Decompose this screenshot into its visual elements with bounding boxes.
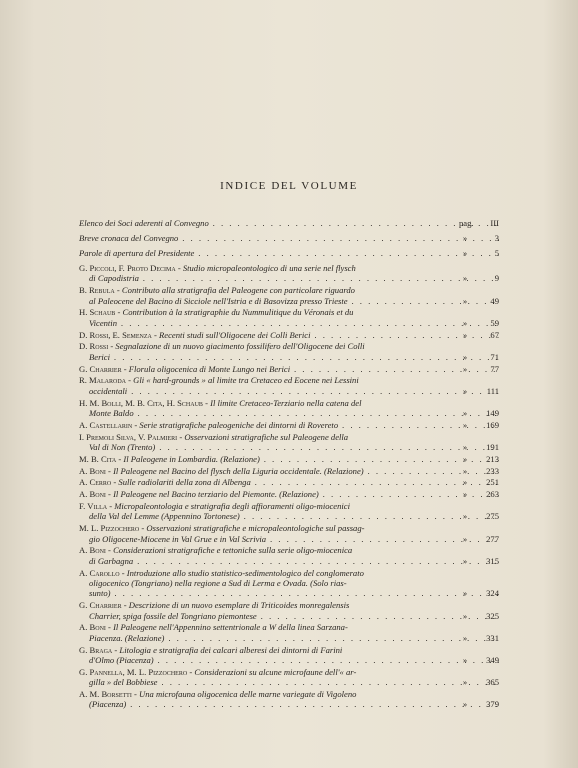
page-marker: »: [462, 677, 468, 688]
page-marker: »: [462, 588, 468, 599]
page-marker: »: [462, 699, 468, 710]
page-marker: »: [462, 477, 468, 488]
entry-title: - Florula oligocenica di Monte Lungo nei Berici . . .: [122, 364, 499, 374]
toc-entry: [79, 341, 499, 362]
index-title: INDICE DEL VOLUME: [220, 180, 358, 192]
entry-authors: A. Boni: [79, 545, 106, 556]
page-number: 315: [486, 555, 499, 566]
page-marker: »: [462, 317, 468, 328]
entry-title: gio Oligocene-Miocene in Val Grue e in Val Scrivia . . .: [89, 534, 499, 544]
page-number: 277: [486, 533, 499, 544]
page-marker: »: [462, 419, 468, 430]
entry-title: sunto) . . .: [89, 588, 499, 598]
table-of-contents: [79, 218, 499, 711]
toc-entry: [79, 454, 499, 464]
page-number: 325: [486, 610, 499, 621]
entry-authors: D. Rossi, E. Semenza: [79, 329, 152, 340]
entry-authors: H. Schaub: [79, 307, 116, 318]
entry-title: - Il Paleogene nell'Appennino settentrionale a W della linea Sarzana-: [105, 622, 348, 633]
toc-entry: [79, 667, 499, 688]
entry-title: di Capodistria . . .: [89, 273, 499, 283]
page-marker: »: [462, 655, 468, 666]
toc-entry: [79, 285, 499, 306]
page-marker: »: [462, 511, 468, 522]
page-number: III: [490, 218, 499, 228]
entry-authors: A. Carollo: [79, 567, 120, 578]
entry-title: - Il limite Cretaceo-Terziario nella catena del: [202, 397, 362, 408]
entry-title: - Recenti studi sull'Oligocene dei Colli Berici . . .: [152, 330, 499, 340]
entry-authors: G. Braga: [79, 644, 113, 655]
page-marker: »: [462, 329, 468, 340]
toc-entry: [79, 501, 499, 522]
entry-title: Val di Non (Trento) . . .: [89, 442, 499, 452]
entry-authors: R. Malaroda: [79, 375, 127, 386]
entry-title: - Introduzione allo studio statistico-sedimentologico del conglomerato: [119, 567, 364, 578]
toc-entry: [79, 477, 499, 487]
page-marker: »: [462, 363, 468, 374]
page-marker: »: [462, 385, 468, 396]
page-number: 379: [486, 699, 499, 710]
toc-entry: [79, 307, 499, 328]
entry-authors: A. M. Borsetti: [79, 689, 132, 700]
page-marker: »: [462, 248, 468, 258]
page-number: 233: [486, 465, 499, 476]
page-number: 365: [486, 677, 499, 688]
toc-entry: [79, 545, 499, 566]
entry-title: Parole di apertura del Presidente . . .: [79, 248, 499, 258]
entry-authors: F. Villa: [79, 501, 108, 511]
entry-authors: A. Boni: [79, 489, 106, 500]
page-number: 169: [486, 419, 499, 430]
entry-title: - Serie stratigrafiche paleogeniche dei dintorni di Rovereto . . .: [132, 420, 499, 430]
entry-authors: A. Boni: [79, 622, 106, 633]
page-marker: »: [462, 453, 468, 464]
toc-entry: [79, 689, 499, 710]
toc-entry: [79, 420, 499, 430]
page-number: 67: [490, 329, 499, 340]
entry-title: oligocenico (Tongriano) nella regione a Sud di Lerma e Ovada. (Solo rias-: [89, 578, 347, 589]
entry-authors: A. Boni: [79, 465, 106, 476]
page-number: 77: [490, 363, 499, 374]
toc-entry: [79, 218, 499, 228]
entry-title: - Osservazioni stratigrafiche e micropaleontologiche sul passag-: [139, 523, 365, 534]
entry-title: Breve cronaca del Convegno . . .: [79, 233, 499, 243]
entry-title: - Osservazioni stratigrafiche sul Paleogene della: [177, 431, 349, 442]
entry-title: - Contribution à la stratigraphie du Nummulitique du Véronais et du: [115, 307, 354, 318]
page-marker: »: [462, 442, 468, 453]
entry-authors: D. Rossi: [79, 341, 109, 352]
entry-authors: A. Castellarin: [79, 419, 133, 430]
entry-title: gilla » del Bobbiese . . .: [89, 677, 499, 687]
page-number: 213: [486, 453, 499, 464]
toc-entry: [79, 398, 499, 419]
entry-title: - Descrizione di un nuovo esemplare di Triticoides monregalensis: [121, 600, 350, 611]
entry-title: Berici . . .: [89, 352, 499, 362]
toc-entry: [79, 330, 499, 340]
page-number: 149: [486, 408, 499, 419]
page-marker: »: [462, 533, 468, 544]
entry-title: d'Olmo (Piacenza) . . .: [89, 655, 499, 665]
page-number: 263: [486, 489, 499, 500]
entry-authors: G. Charrier: [79, 600, 122, 611]
page-number: 111: [486, 385, 499, 396]
entry-authors: G. Pannella, M. L. Pizzochero: [79, 666, 188, 677]
toc-entry: [79, 645, 499, 666]
entry-authors: B. Rebula: [79, 285, 115, 296]
entry-title: - Il Paleogene nel Bacino terziario del Piemonte. (Relazione) . . .: [106, 489, 499, 499]
entry-title: - Gli « hard-grounds » al limite tra Cretaceo ed Eocene nei Lessini: [126, 375, 359, 386]
page-number: 59: [490, 317, 499, 328]
entry-authors: M. B. Cita: [79, 453, 117, 464]
toc-entry: [79, 364, 499, 374]
page-marker: »: [462, 273, 468, 284]
page-number: 349: [486, 655, 499, 666]
page-marker: pag.: [459, 218, 474, 228]
toc-entry: [79, 375, 499, 396]
entry-title: - Il Paleogene in Lombardia. (Relazione) . . .: [116, 454, 499, 464]
entry-title: - Una microfauna oligocenica delle marne variegate di Vigoleno: [131, 689, 357, 700]
page-marker: »: [462, 351, 468, 362]
entry-title: - Micropaleontologia e stratigrafia degli affioramenti oligo-miocenici: [107, 501, 351, 511]
toc-entry: [79, 523, 499, 544]
entry-title: Piacenza. (Relazione) . . .: [89, 633, 499, 643]
toc-entry: [79, 248, 499, 258]
page-marker: »: [462, 610, 468, 621]
page-number: 191: [486, 442, 499, 453]
entry-title: di Garbagna . . .: [89, 556, 499, 566]
page-number: 324: [486, 588, 499, 599]
entry-title: - Considerazioni stratigrafiche e tettoniche sulla serie oligo-miocenica: [105, 545, 353, 556]
entry-title: - Considerazioni su alcune microfaune dell'« ar-: [187, 666, 357, 677]
page-number: 9: [494, 273, 499, 284]
page-number: 3: [494, 233, 499, 243]
toc-entry: [79, 432, 499, 453]
entry-authors: A. Cerro: [79, 477, 112, 488]
entry-title: - Contributo alla stratigrafia del Paleogene con particolare riguardo: [114, 285, 355, 296]
toc-entry: [79, 263, 499, 284]
page-number: 49: [490, 295, 499, 306]
entry-title: (Piacenza) . . .: [89, 699, 499, 709]
entry-title: Elenco dei Soci aderenti al Convegno . . .: [79, 218, 499, 228]
page-number: 71: [490, 351, 499, 362]
entry-authors: G. Charrier: [79, 363, 122, 374]
toc-entry: [79, 622, 499, 643]
page-number: 331: [486, 632, 499, 643]
entry-title: occidentali . . .: [89, 386, 499, 396]
entry-authors: G. Piccoli, F. Proto Decima: [79, 263, 176, 273]
entry-title: - Segnalazione di un nuovo giacimento fossilifero dell'Oligocene dei Colli: [108, 341, 365, 352]
entry-authors: H. M. Bolli, M. B. Cita, H. Schaub: [79, 397, 203, 408]
toc-entry: [79, 600, 499, 621]
page-number: 275: [486, 511, 499, 522]
toc-entry: [79, 568, 499, 599]
entry-title: Charrier, spiga fossile del Tongriano piemontese . . .: [89, 611, 499, 621]
page-marker: »: [462, 465, 468, 476]
page-number: 5: [494, 248, 499, 258]
page-marker: »: [462, 295, 468, 306]
page-number: 251: [486, 477, 499, 488]
page-marker: »: [462, 632, 468, 643]
entry-title: Vicentin . . .: [89, 318, 499, 328]
page-marker: »: [462, 555, 468, 566]
page-marker: »: [462, 233, 468, 243]
entry-authors: M. L. Pizzochero: [79, 523, 140, 534]
entry-title: - Il Paleogene nel Bacino del flysch della Liguria occidentale. (Relazione) . . .: [106, 466, 499, 476]
page-marker: »: [462, 408, 468, 419]
toc-entry: [79, 466, 499, 476]
entry-authors: I. Premoli Silva, V. Palmieri: [79, 431, 178, 442]
entry-title: - Litologia e stratigrafia dei calcari alberesi dei dintorni di Farini: [112, 644, 343, 655]
entry-title: - Studio micropaleontologico di una serie nel flysch: [175, 263, 356, 273]
entry-title: Monte Baldo . . .: [89, 408, 499, 418]
toc-entry: [79, 489, 499, 499]
entry-title: della Val del Lemme (Appennino Tortonese) . . .: [89, 511, 499, 521]
entry-title: - Sulle radiolariti della zona di Albenga . . .: [111, 477, 499, 487]
entry-title: al Paleocene del Bacino di Sicciole nell'Istria e di Basovizza presso Trieste . . .: [89, 296, 499, 306]
page-marker: »: [462, 489, 468, 500]
toc-entry: [79, 233, 499, 243]
